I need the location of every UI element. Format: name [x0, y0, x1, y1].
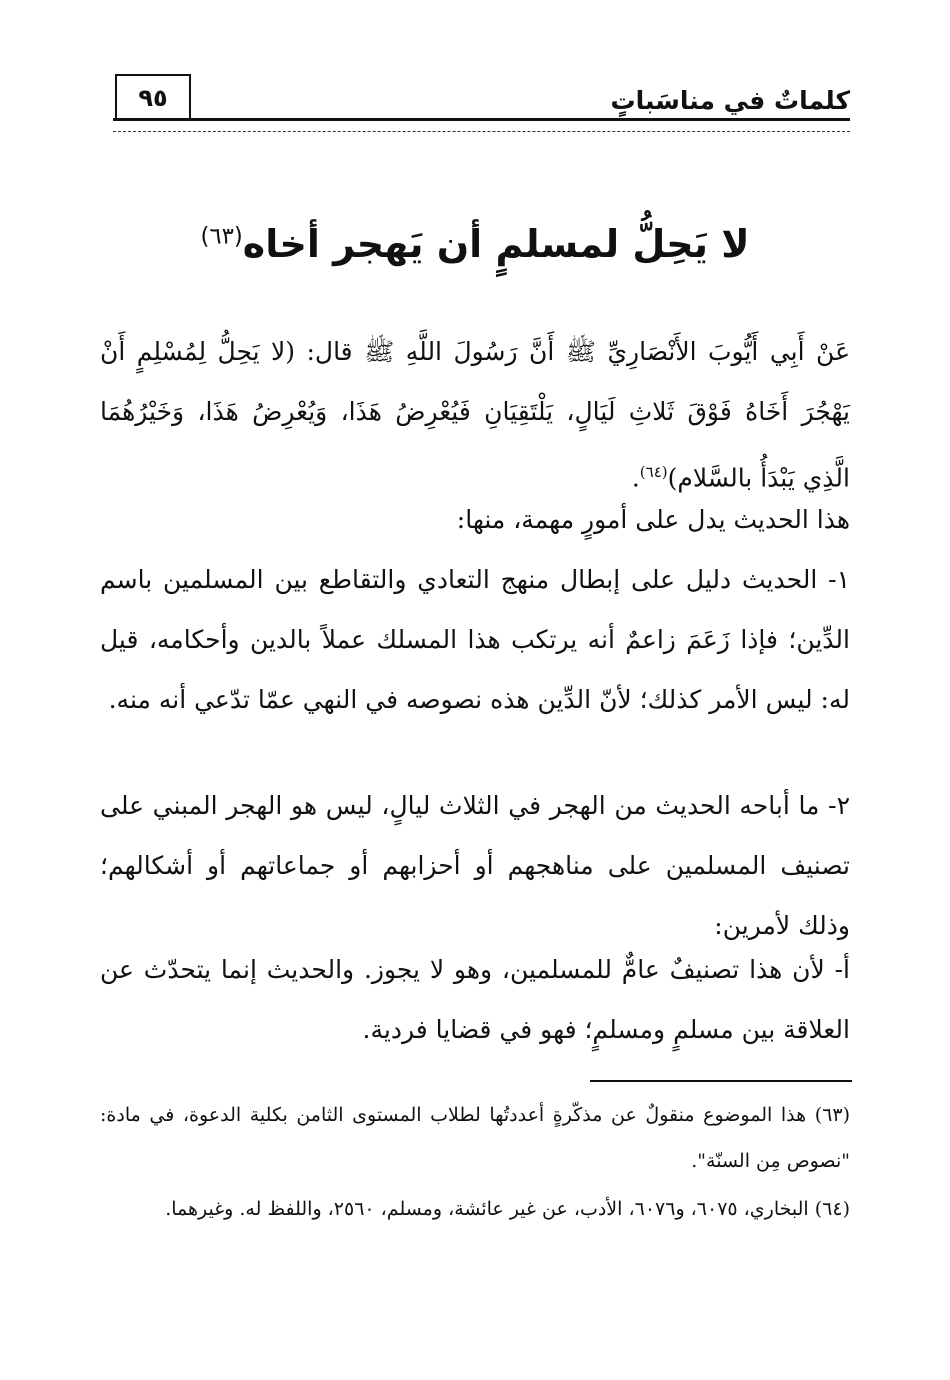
running-title: كلماتٌ في مناسَباتٍ	[610, 86, 850, 115]
point-2-paragraph	[100, 776, 850, 956]
footnote-63-text: (٦٣) هذا الموضوع منقولٌ عن مذكّرةٍ أعددتُها لطلاب المستوى الثامن بكلية الدعوة، في مادة: "نصوص مِن السنّة".	[100, 1104, 850, 1172]
footnote-64	[100, 1186, 850, 1232]
intro-paragraph	[100, 490, 850, 550]
header-rule	[113, 118, 850, 132]
hadith-end: .	[631, 463, 640, 493]
section-title-text: لا يَحِلُّ لمسلمٍ أن يَهجر أخاه	[242, 222, 750, 266]
hadith-paragraph	[100, 322, 850, 508]
intro-text: هذا الحديث يدل على أمورٍ مهمة، منها:	[456, 505, 850, 534]
hadith-footnote-ref: (٦٤)	[639, 463, 668, 481]
footnote-63	[100, 1092, 850, 1184]
footnote-separator	[590, 1080, 852, 1082]
point-1-text: ١- الحديث دليل على إبطال منهج التعادي والتقاطع بين المسلمين باسم الدِّين؛ فإذا زَعَمَ زاعمٌ أنه يرتكب هذا المسلك عملاً بالدين وأحكامه، قيل له: ليس الأمر كذلك؛ لأنّ الدِّين هذه نصوصه في النهي عمّا تدّعي أنه منه.	[100, 565, 850, 714]
point-1-paragraph	[100, 550, 850, 730]
footnote-64-text: (٦٤) البخاري، ٦٠٧٥، و٦٠٧٦، الأدب، عن غير عائشة، ومسلم، ٢٥٦٠، واللفظ له. وغيرهما.	[165, 1198, 850, 1220]
point-a-text: أ- لأن هذا تصنيفٌ عامٌّ للمسلمين، وهو لا يجوز. والحديث إنما يتحدّث عن العلاقة بين مسلمٍ ومسلمٍ؛ فهو في قضايا فردية.	[100, 955, 850, 1044]
page-number-box	[115, 74, 191, 120]
title-footnote-ref: (٦٣)	[200, 223, 243, 250]
page-number: ٩٥	[138, 84, 168, 112]
point-2-text: ٢- ما أباحه الحديث من الهجر في الثلاث ليالٍ، ليس هو الهجر المبني على تصنيف المسلمين على مناهجهم أو أحزابهم أو جماعاتهم أو أشكالهم؛ وذلك لأمرين:	[100, 791, 850, 940]
point-a-paragraph	[100, 940, 850, 1060]
section-title	[100, 222, 850, 266]
hadith-text: عَنْ أَبِي أَيُّوبَ الأَنْصَارِيِّ ﷺ أَنَّ رَسُولَ اللَّهِ ﷺ قال: (لا يَحِلُّ لِمُسْلِمٍ أَنْ يَهْجُرَ أَخَاهُ فَوْقَ ثَلاثِ لَيَالٍ، يَلْتَقِيَانِ فَيُعْرِضُ هَذَا، وَيُعْرِضُ هَذَا، وَخَيْرُهُمَا الَّذِي يَبْدَأُ بالسَّلام)	[100, 337, 850, 493]
